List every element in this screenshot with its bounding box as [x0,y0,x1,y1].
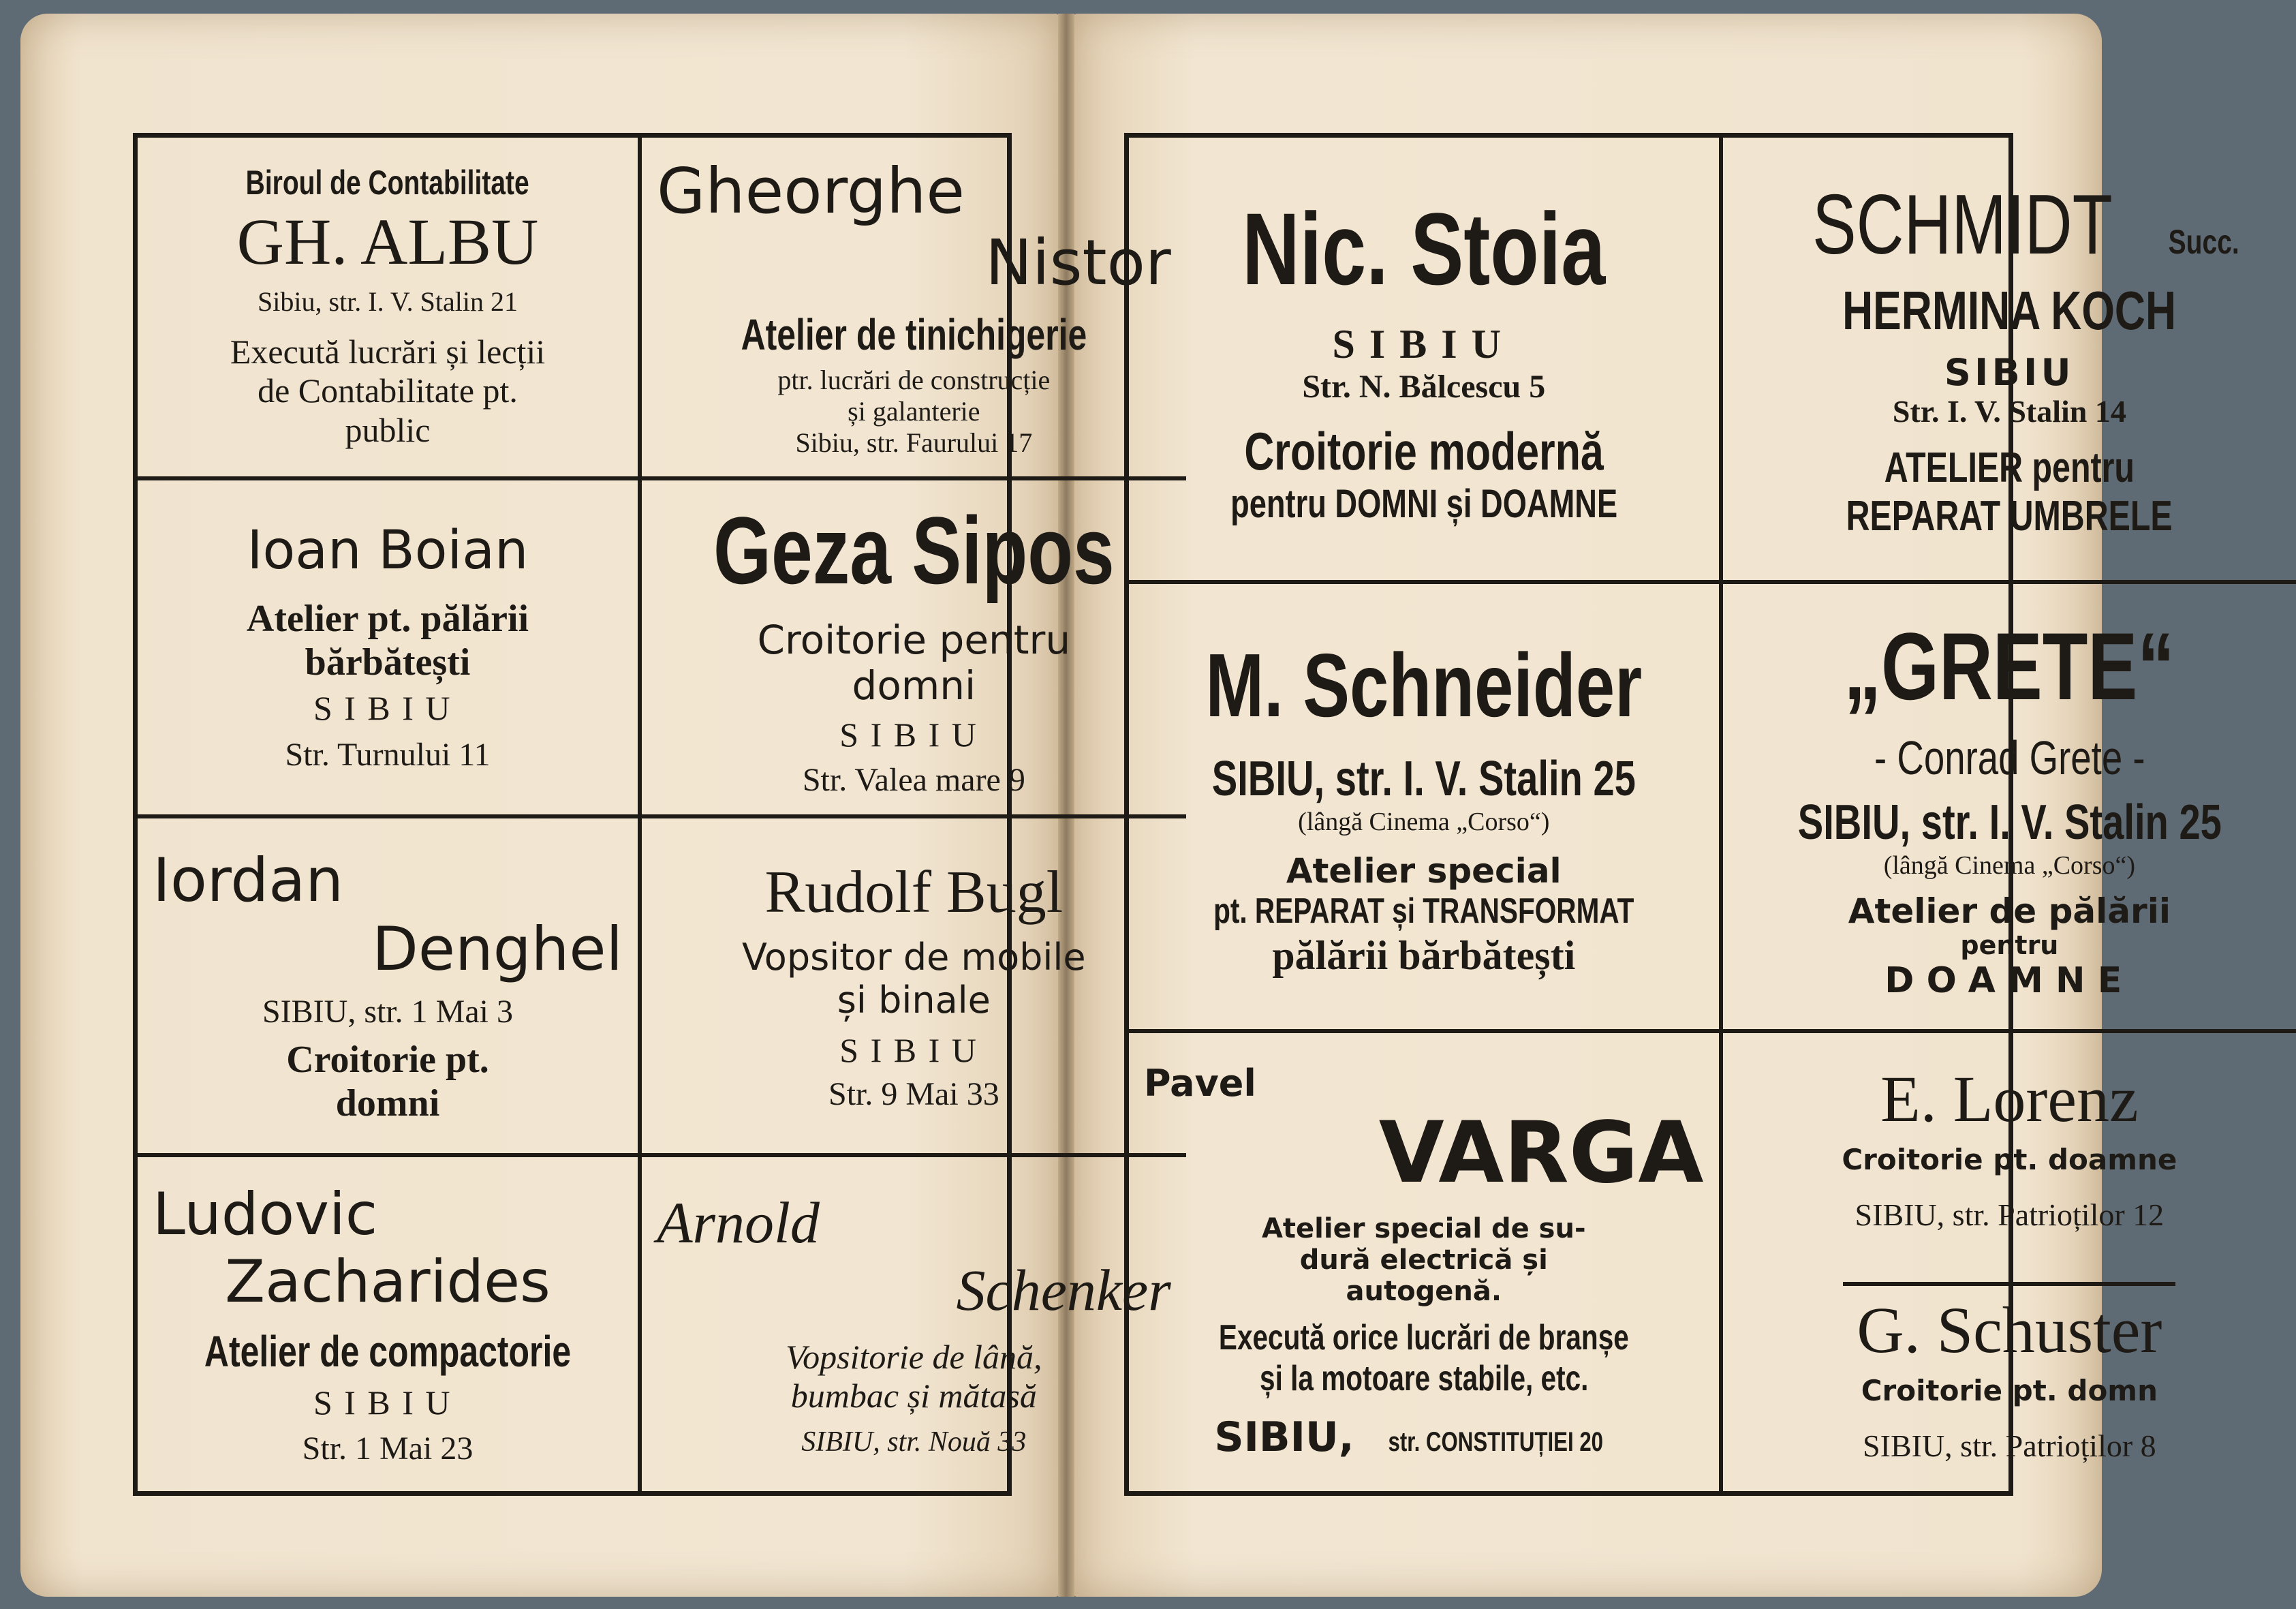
ad-sipos-trade1: Croitorie pentru [757,617,1071,664]
ad-schenker-first: Arnold [657,1190,820,1256]
ad-zacharides [138,1153,638,1492]
ad-sipos-trade2: domni [852,662,976,709]
ad-schneider-address: SIBIU, str. I. V. Stalin 25 [1211,751,1636,806]
ad-sipos-name: Geza Sipos [713,497,1115,604]
ad-nistor-trade: Atelier de tinichigerie [741,310,1087,360]
ad-denghel [138,814,638,1153]
ad-schneider-note: (lângă Cinema „Corso“) [1298,807,1550,836]
ad-bugl-trade1: Vopsitor de mobile [742,936,1086,979]
ad-zacharides-trade: Atelier de compactorie [204,1326,572,1376]
ad-stoia [1129,138,1719,580]
ad-lorenz-schuster-divider [1843,1282,2175,1471]
ad-stoia-trade2: pentru DOMNI și DOAMNE [1230,482,1617,527]
ad-nistor-desc1: ptr. lucrări de construcție [777,364,1051,395]
ad-lorenz-name: E. Lorenz [1880,1062,2139,1135]
ad-zacharides-first: Ludovic [153,1180,378,1248]
ad-albu [138,138,638,476]
ad-sipos-city: SIBIU [839,715,989,754]
ad-boian-name: Ioan Boian [247,520,529,582]
ad-denghel-first: Iordan [153,845,343,916]
ad-bugl-trade2: și binale [837,978,991,1022]
ad-schneider-name: M. Schneider [1205,634,1643,735]
ad-varga [1129,1029,1719,1491]
ad-schmidt-heading [1770,177,2249,274]
ad-boian-city: SIBIU [313,688,463,727]
ad-sipos-street: Str. Valea mare 9 [802,762,1025,799]
ad-varga-first: Pavel [1144,1062,1256,1105]
ad-varga-last: VARGA [1378,1104,1704,1203]
ad-lorenz [1816,1055,2203,1240]
ad-schenker-address: SIBIU, str. Nouă 33 [801,1426,1027,1458]
ad-stoia-trade1: Croitorie modernă [1244,420,1604,481]
ad-denghel-address: SIBIU, str. 1 Mai 3 [262,994,513,1030]
ad-grete-trade3: DOAMNE [1884,960,2135,1001]
ad-stoia-city: SIBIU [1332,322,1515,367]
ad-schmidt-city: SIBIU [1944,350,2075,394]
ad-grete-trade2: pentru [1960,930,2059,961]
ad-varga-desc3: autogenă. [1346,1275,1502,1307]
ad-grete [1719,580,2296,1029]
ad-grete-address: SIBIU, str. I. V. Stalin 25 [1797,795,2222,851]
ad-varga-street: str. CONSTITUȚIEI 20 [1388,1427,1603,1458]
ad-denghel-last: Denghel [372,914,623,985]
ad-varga-desc1: Atelier special de su- [1261,1212,1586,1244]
ad-boian [138,476,638,815]
ad-schenker [638,1153,1186,1492]
ad-sipos [638,476,1186,815]
ad-albu-address: Sibiu, str. I. V. Stalin 21 [258,286,518,317]
ad-nistor [638,138,1186,476]
ad-schneider-trade2: pt. REPARAT și TRANSFORMAT [1213,891,1634,931]
ad-boian-street: Str. Turnului 11 [285,737,491,773]
ad-nistor-first: Gheorghe [657,154,965,228]
ad-grete-owner: - Conrad Grete - [1874,731,2145,784]
ad-schmidt-trade1: ATELIER pentru [1884,444,2135,491]
left-ad-grid [133,133,1171,1496]
ad-boian-trade2: bărbătești [305,641,471,684]
ad-bugl-street: Str. 9 Mai 33 [828,1076,999,1113]
ad-bugl [638,814,1186,1153]
ad-schenker-trade2: bumbac și mătasă [790,1377,1037,1415]
ad-albu-desc3: public [345,410,431,449]
ad-albu-name: GH. ALBU [236,204,539,278]
ad-schmidt-trade2: REPARAT UMBRELE [1846,493,2173,540]
ad-schmidt-street: Str. I. V. Stalin 14 [1892,394,2126,429]
ad-nistor-desc2: și galanterie [848,395,980,427]
ad-varga-desc5: și la motoare stabile, etc. [1259,1358,1588,1398]
ad-schmidt [1719,138,2296,580]
ad-boian-trade1: Atelier pt. pălării [246,597,529,640]
ad-varga-address [1214,1414,1633,1461]
ad-schneider-trade3: pălării bărbătești [1272,932,1576,978]
ad-zacharides-street: Str. 1 Mai 23 [302,1430,474,1467]
ad-grete-name: „GRETE“ [1844,612,2175,720]
ad-schneider-trade1: Atelier special [1286,851,1562,891]
ad-schneider [1129,580,1719,1029]
ad-schuster-trade: Croitorie pt. domn [1861,1374,2158,1408]
ad-zacharides-city: SIBIU [313,1383,463,1422]
ad-albu-desc1: Execută lucrări și lecții [230,332,546,371]
right-ad-grid [1124,133,2239,1496]
ad-schmidt-succ: Succ. [2168,223,2239,262]
ad-denghel-trade2: domni [335,1082,440,1125]
ad-albu-header: Biroul de Contabilitate [245,164,530,202]
ad-lorenz-schuster [1719,1029,2296,1491]
ad-nistor-address: Sibiu, str. Faurului 17 [795,427,1033,458]
ad-bugl-name: Rudolf Bugl [764,859,1064,926]
ad-bugl-city: SIBIU [839,1030,989,1069]
ad-varga-desc4: Execută orice lucrări de branșe [1218,1317,1629,1358]
ad-schenker-trade1: Vopsitorie de lână, [786,1337,1042,1376]
ad-varga-desc2: dură electrică și [1299,1244,1548,1276]
ad-schmidt-owner: HERMINA KOCH [1842,279,2177,341]
ad-grete-trade1: Atelier de pălării [1848,891,2171,931]
ad-stoia-name: Nic. Stoia [1242,191,1606,306]
ad-grete-note: (lângă Cinema „Corso“) [1883,851,2136,880]
ad-schenker-last: Schenker [956,1257,1171,1323]
ad-lorenz-trade: Croitorie pt. doamne [1842,1143,2177,1177]
ad-zacharides-last: Zacharides [225,1247,550,1316]
ad-schuster-name: G. Schuster [1857,1293,2162,1367]
ad-denghel-trade1: Croitorie pt. [286,1038,489,1081]
ad-schmidt-name: SCHMIDT [1812,178,2113,273]
ad-varga-city: SIBIU, [1214,1413,1354,1462]
ad-lorenz-address: SIBIU, str. Patrioților 12 [1855,1197,2165,1232]
ad-schuster-address: SIBIU, str. Patrioților 8 [1863,1428,2156,1463]
ad-stoia-street: Str. N. Bălcescu 5 [1302,369,1546,405]
ad-nistor-last: Nistor [985,226,1171,300]
ad-albu-desc2: de Contabilitate pt. [258,371,518,410]
